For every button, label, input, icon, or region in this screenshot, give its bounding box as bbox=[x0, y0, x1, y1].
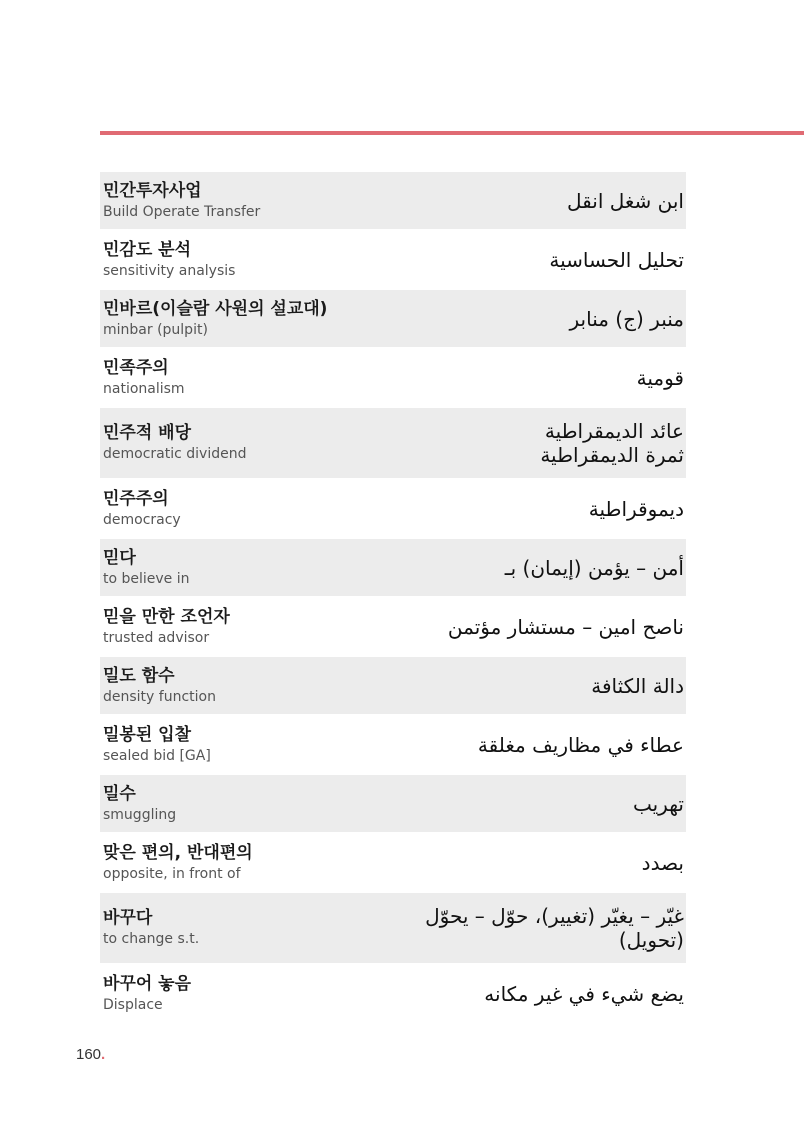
glossary-row bbox=[100, 172, 686, 229]
glossary-row bbox=[100, 480, 686, 537]
korean-term: 민족주의 bbox=[103, 357, 169, 378]
korean-term: 민감도 분석 bbox=[103, 239, 192, 260]
page-number-dot: . bbox=[101, 1046, 106, 1063]
glossary-row bbox=[100, 598, 686, 655]
term-cell bbox=[103, 907, 199, 949]
english-term: sealed bid [GA] bbox=[103, 747, 211, 764]
english-term: to change s.t. bbox=[103, 931, 200, 947]
arabic-term: دالة الكثافة bbox=[591, 673, 684, 698]
term-cell bbox=[103, 422, 246, 464]
arabic-term: قومية bbox=[636, 365, 684, 390]
term-cell bbox=[103, 488, 181, 530]
english-term: sensitivity analysis bbox=[103, 262, 236, 279]
glossary-table bbox=[100, 172, 686, 1024]
arabic-term: يضع شيء في غير مكانه bbox=[484, 981, 684, 1006]
glossary-row bbox=[100, 834, 686, 891]
english-term: trusted advisor bbox=[103, 629, 210, 646]
term-cell bbox=[103, 298, 327, 340]
glossary-row bbox=[100, 965, 686, 1022]
term-cell bbox=[103, 547, 190, 589]
english-term: to believe in bbox=[103, 570, 190, 587]
term-cell bbox=[103, 973, 191, 1015]
page-number bbox=[76, 1046, 105, 1063]
arabic-term: ديموقراطية bbox=[588, 496, 684, 521]
korean-term: 바꾸어 놓음 bbox=[103, 973, 192, 994]
term-cell bbox=[103, 357, 185, 399]
arabic-term: ابن شغل انقل bbox=[566, 188, 684, 213]
glossary-row bbox=[100, 893, 686, 963]
arabic-term: تحليل الحساسية bbox=[549, 247, 684, 272]
korean-term: 민주주의 bbox=[103, 488, 169, 509]
arabic-term: منبر (ج) منابر bbox=[569, 306, 684, 331]
arabic-term: أمن – يؤمن (إيمان) بـ bbox=[504, 555, 684, 580]
korean-term: 민바르(이슬람 사원의 설교대) bbox=[103, 298, 328, 319]
term-cell bbox=[103, 842, 253, 884]
glossary-row bbox=[100, 716, 686, 773]
term-cell bbox=[103, 724, 211, 766]
english-term: democracy bbox=[103, 511, 181, 528]
korean-term: 밀수 bbox=[103, 783, 136, 804]
header-rule bbox=[100, 131, 804, 135]
page-number-text: 160 bbox=[76, 1046, 102, 1063]
english-term: minbar (pulpit) bbox=[103, 321, 208, 338]
glossary-row bbox=[100, 408, 686, 478]
arabic-term: تهريب bbox=[632, 791, 684, 816]
korean-term: 바꾸다 bbox=[103, 908, 153, 928]
korean-term: 믿을 만한 조언자 bbox=[103, 606, 230, 627]
korean-term: 밀봉된 입찰 bbox=[103, 724, 192, 745]
glossary-row bbox=[100, 539, 686, 596]
english-term: Displace bbox=[103, 996, 163, 1013]
arabic-term: عائد الديمقراطية ثمرة الديمقراطية bbox=[540, 419, 684, 467]
glossary-row bbox=[100, 290, 686, 347]
glossary-row bbox=[100, 349, 686, 406]
korean-term: 믿다 bbox=[103, 547, 136, 568]
term-cell bbox=[103, 180, 260, 222]
arabic-term: بصدد bbox=[641, 850, 684, 875]
arabic-term: عطاء في مظاريف مغلقة bbox=[477, 732, 684, 757]
term-cell bbox=[103, 783, 176, 825]
korean-term: 맞은 편의, 반대편의 bbox=[103, 842, 253, 863]
term-cell bbox=[103, 606, 230, 648]
english-term: democratic dividend bbox=[103, 446, 247, 462]
arabic-term: ناصح امين – مستشار مؤتمن bbox=[447, 614, 684, 639]
glossary-row bbox=[100, 775, 686, 832]
english-term: smuggling bbox=[103, 806, 177, 823]
korean-term: 밀도 함수 bbox=[103, 665, 175, 686]
term-cell bbox=[103, 239, 235, 281]
term-cell bbox=[103, 665, 216, 707]
english-term: density function bbox=[103, 688, 216, 705]
glossary-row bbox=[100, 231, 686, 288]
korean-term: 민간투자사업 bbox=[103, 180, 202, 201]
korean-term: 민주적 배당 bbox=[103, 423, 192, 443]
arabic-term: غيّر – يغيّر (تغيير)، حوّل – يحوّل (تحويل) bbox=[425, 904, 684, 952]
glossary-row bbox=[100, 657, 686, 714]
english-term: opposite, in front of bbox=[103, 865, 241, 882]
english-term: nationalism bbox=[103, 380, 185, 397]
english-term: Build Operate Transfer bbox=[103, 203, 261, 220]
